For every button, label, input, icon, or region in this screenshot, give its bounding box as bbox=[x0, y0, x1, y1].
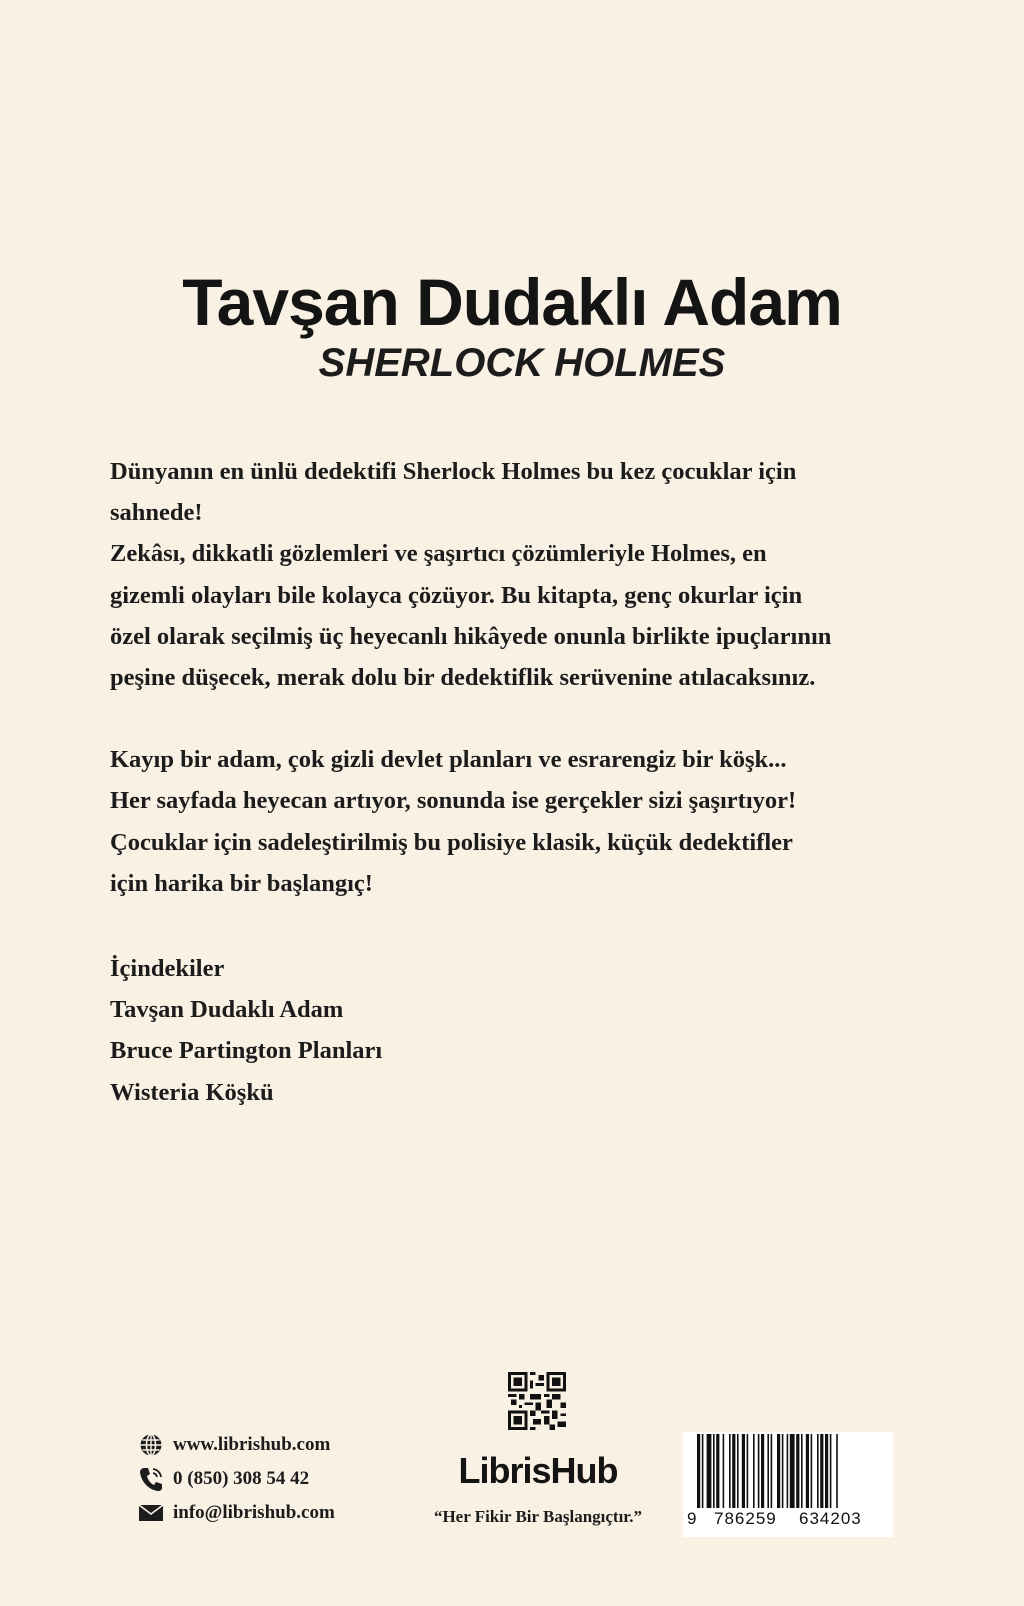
toc-item: Wisteria Köşkü bbox=[110, 1078, 274, 1106]
description-line: Çocuklar için sadeleştirilmiş bu polisiye klasik, küçük dedektifler bbox=[110, 828, 793, 856]
description-line: peşine düşecek, merak dolu bir dedektiflik serüvenine atılacaksınız. bbox=[110, 664, 816, 692]
description-line: sahnede! bbox=[110, 499, 203, 527]
phone-row bbox=[137, 1466, 309, 1492]
title-block bbox=[0, 262, 1024, 386]
book-series: SHERLOCK HOLMES bbox=[318, 341, 726, 385]
qr-code bbox=[508, 1372, 566, 1430]
toc-item: Tavşan Dudaklı Adam bbox=[110, 996, 344, 1024]
phone-text: 0 (850) 308 54 42 bbox=[173, 1468, 310, 1489]
description-line: gizemli olayları bile kolayca çözüyor. Bu kitapta, genç okurlar için bbox=[110, 581, 803, 609]
book-title: Tavşan Dudaklı Adam bbox=[182, 265, 842, 339]
envelope-icon bbox=[137, 1500, 165, 1526]
website-row bbox=[137, 1432, 330, 1458]
barcode-bars bbox=[683, 1432, 893, 1512]
email-row bbox=[137, 1500, 335, 1526]
toc-item: Bruce Partington Planları bbox=[110, 1037, 383, 1065]
description-line: Zekâsı, dikkatli gözlemleri ve şaşırtıcı çözümleriyle Holmes, en bbox=[110, 540, 767, 568]
publisher-logo: LibrisHub bbox=[458, 1450, 618, 1491]
description-line: özel olarak seçilmiş üç heyecanlı hikâyede onunla birlikte ipuçlarının bbox=[110, 622, 832, 650]
description-paragraph-1 bbox=[110, 451, 970, 698]
email-text: info@librishub.com bbox=[173, 1502, 335, 1523]
description-line: için harika bir başlangıç! bbox=[110, 869, 373, 897]
description-line: Dünyanın en ünlü dedektifi Sherlock Holmes bu kez çocuklar için bbox=[110, 458, 797, 485]
back-cover-description bbox=[110, 451, 970, 904]
globe-icon bbox=[137, 1432, 165, 1458]
barcode-prefix: 9 bbox=[687, 1509, 697, 1528]
isbn-barcode bbox=[683, 1432, 893, 1537]
publisher-slogan: “Her Fikir Bir Başlangıçtır.” bbox=[433, 1507, 643, 1526]
table-of-contents bbox=[110, 948, 382, 1113]
barcode-group-2: 634203 bbox=[799, 1509, 862, 1528]
description-line: Kayıp bir adam, çok gizli devlet planları ve esrarengiz bir köşk... bbox=[110, 746, 787, 774]
website-text: www.librishub.com bbox=[173, 1434, 331, 1455]
phone-icon bbox=[137, 1466, 165, 1492]
description-line: Her sayfada heyecan artıyor, sonunda ise gerçekler sizi şaşırtıyor! bbox=[110, 787, 797, 815]
description-paragraph-2 bbox=[110, 739, 970, 904]
toc-heading: İçindekiler bbox=[110, 955, 225, 982]
barcode-group-1: 786259 bbox=[714, 1509, 777, 1528]
